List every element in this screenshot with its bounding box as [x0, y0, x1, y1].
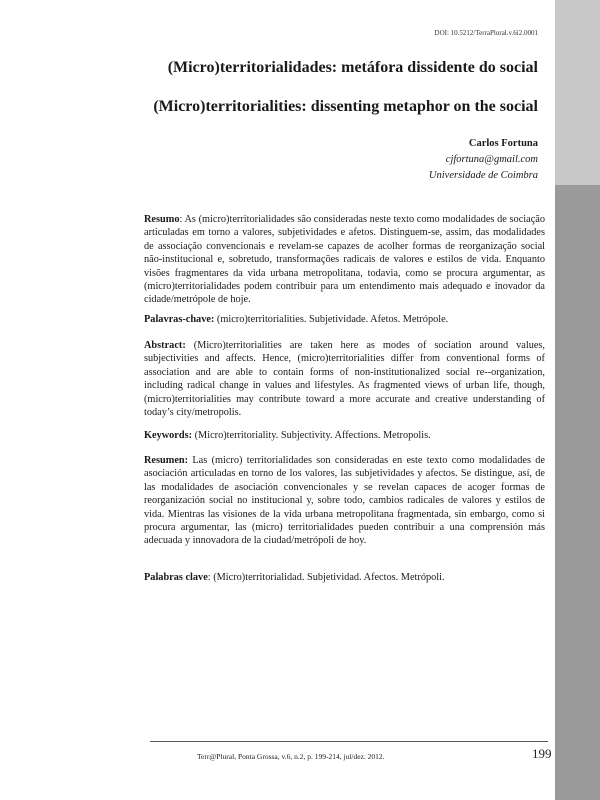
- resumo-text: : As (micro)territorialidades são consideradas neste texto como modalidades de sociação articuladas em torno a valores, subjetividades e afetos. Distinguem-se, assim, das modalidades de associação convencionais e revelam-se capazes de acolher formas de reorganização social não-institucional e, sobretudo, transformações radicais de valores e estilos de vida. Enquanto visões fragmentares da vida urbana metropolitana, todavia, como se procura argumentar, as (micro)territorialidades podem contribuir para um entendimento mais adequado e inovador da cidade/metrópole de hoje.: [144, 214, 545, 306]
- palavras-chave-text: (micro)territorialities. Subjetividade. Afetos. Metrópole.: [214, 314, 449, 325]
- page-edge-bar: [555, 0, 600, 800]
- resumo-paragraph: [144, 213, 545, 307]
- author-email: cjfortuna@gmail.com: [445, 154, 538, 165]
- doi-reference: DOI: 10.5212/TerraPlural.v.6i2.0001: [434, 29, 538, 37]
- abstract-text: (Micro)territorialities are taken here as modes of sociation around values, subjectivities and affects. Hence, (micro)territorialities differ from conventional forms of association and are able to contain forms of non-institutionalized social re--organization, including radical change in values and lifestyles. As fragmented views of urban life, though, (micro)territorialities may contribute toward a more accurate and creative understanding of today’s city/metropolis.: [144, 340, 545, 419]
- title-portuguese: (Micro)territorialidades: metáfora dissidente do social: [167, 59, 538, 76]
- footer-citation: Terr@Plural, Ponta Grossa, v.6, n.2, p. 199-214, jul/dez. 2012.: [197, 752, 385, 761]
- title-english: (Micro)territorialities: dissenting metaphor on the social: [153, 98, 538, 115]
- footer-divider: [150, 741, 548, 742]
- resumo-label: Resumo: [144, 214, 180, 225]
- palavras-chave-paragraph: [144, 313, 545, 326]
- keywords-paragraph: [144, 429, 545, 442]
- keywords-text: (Micro)territoriality. Subjectivity. Affections. Metropolis.: [192, 430, 431, 441]
- author-institution: Universidade de Coimbra: [428, 170, 538, 181]
- resumen-paragraph: [144, 454, 545, 548]
- page-number: 199: [532, 746, 552, 761]
- palavras-chave-label: Palavras-chave:: [144, 314, 215, 325]
- abstract-label: Abstract:: [144, 340, 186, 351]
- resumen-label: Resumen:: [144, 455, 189, 466]
- resumen-text: Las (micro) territorialidades son consideradas en este texto como modalidades de asociación articuladas en torno de los valores, las subjetividades y afectos. Se distingue, así, de las modalidades de asociación convencionales y se revelan capaces de acoger formas de reorganización social no institucional y, sobre todo, cambios radicales de valores y estilos de vida. Mientras las visiones de la vida urbana metropolitana fragmentada, sin embargo, como si procura argumentar, las (micro) territorialidades pueden contribuir a una comprensión más adecuada y innovadora de la ciudad/metrópoli de hoy.: [144, 455, 545, 547]
- palabras-clave-text: : (Micro)territorialidad. Subjetividad. Afectos. Metrópoli.: [207, 572, 445, 583]
- palabras-clave-label: Palabras clave: [144, 572, 208, 583]
- palabras-clave-paragraph: [144, 571, 545, 584]
- page-edge-tab: [555, 185, 600, 800]
- abstract-paragraph: [144, 339, 545, 419]
- author-name: Carlos Fortuna: [468, 138, 538, 149]
- keywords-label: Keywords:: [144, 430, 193, 441]
